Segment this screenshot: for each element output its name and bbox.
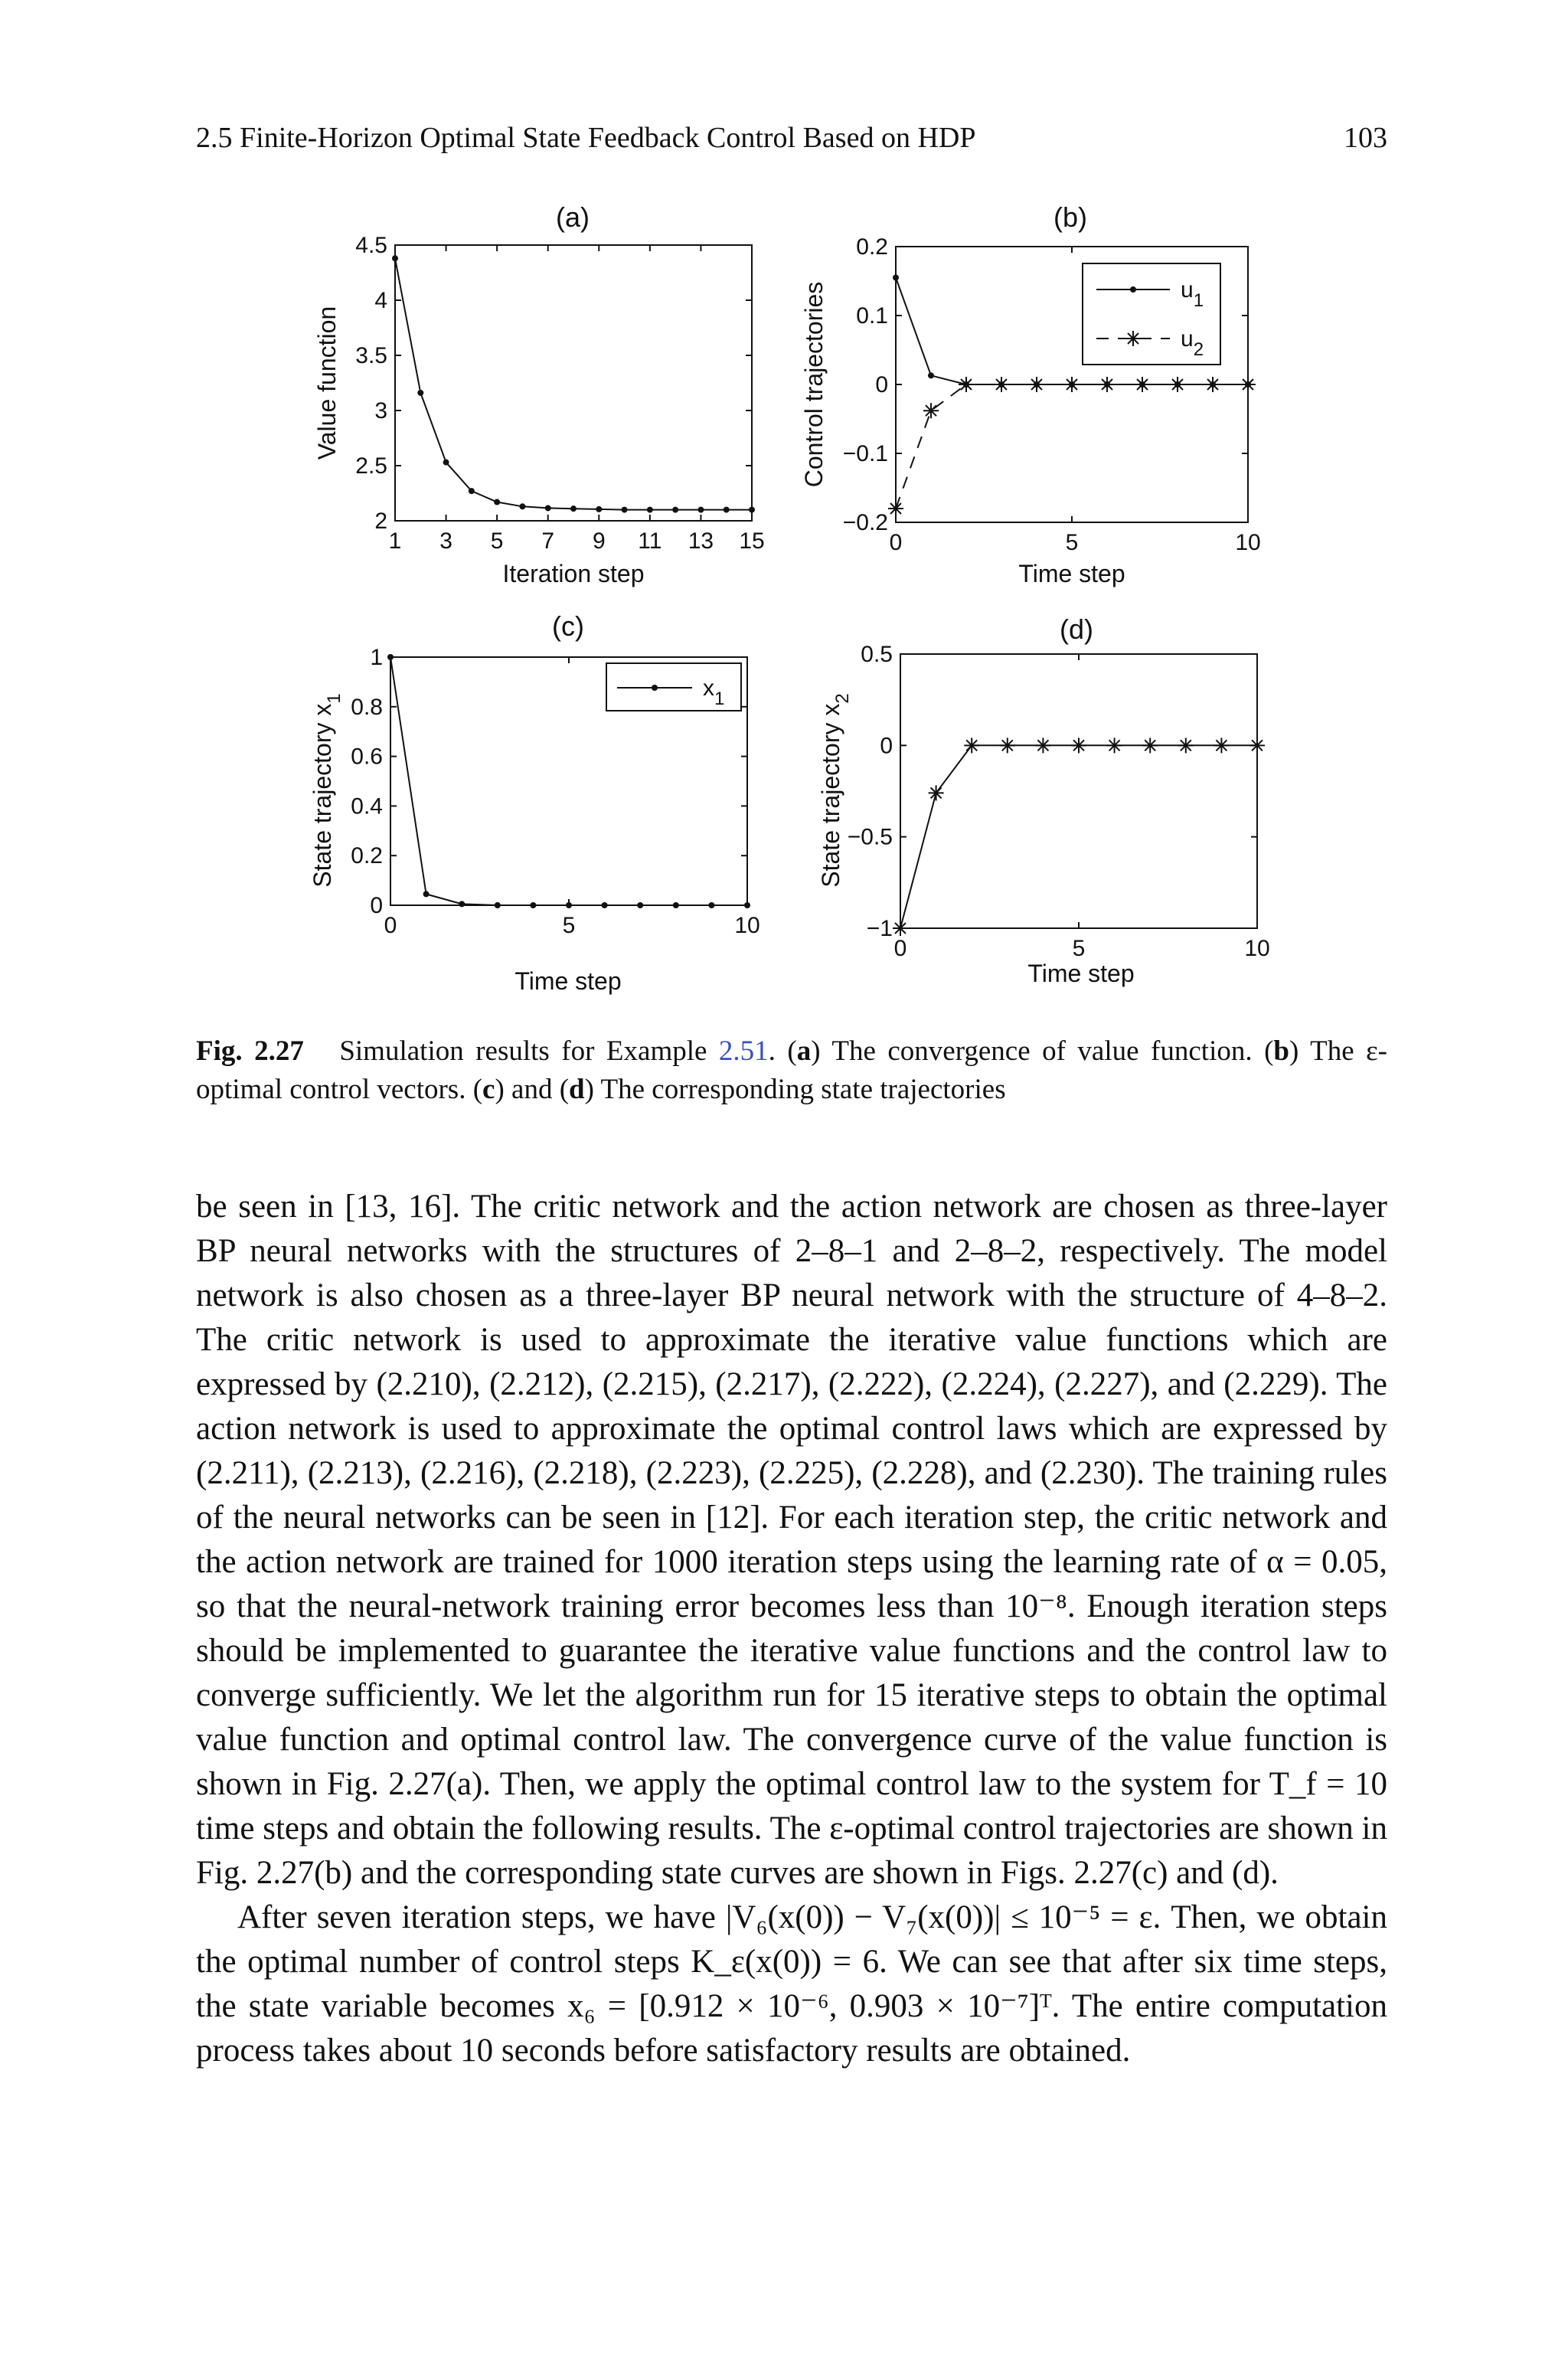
panel-a-xtick-label: 7: [541, 528, 555, 554]
panel-c-ytick-label: 0.8: [351, 694, 383, 720]
panel-d-series-1-point: [1000, 738, 1015, 753]
panel-a-series-1-point: [647, 507, 653, 513]
panel-c-ylabel: State trajectory $x_1$: [309, 693, 345, 888]
panel-b-label: (b): [1054, 201, 1087, 233]
panel-d-ticks: [848, 642, 1270, 961]
paragraph-1: be seen in [13, 16]. The critic network and the action network are chosen as three-layer BP neural networks with the structures of 2–8–1 and 2–8–2, respectively. The model network is also chosen as a three-layer BP neural network with the structure of 4–8–2. The critic network is used to approximate the iterative value functions which are expressed by (2.210), (2.212), (2.215), (2.217), (2.222), (2.224), (2.227), and (2.229). The action network is used to approximate the optimal control laws which are expressed by (2.211), (2.213), (2.216), (2.218), (2.223), (2.225), (2.228), and (2.230). The training rules of the neural networks can be seen in [12]. For each iteration step, the critic network and the action network are trained for 1000 iteration steps using the learning rate of α = 0.05, so that the neural-network training error becomes less than 10⁻⁸. Enough iteration steps should be implemented to guarantee the iterative value functions and the control law to converge sufficiently. We let the algorithm run for 15 iterative steps to obtain the optimal value function and optimal control law. The convergence curve of the value function is shown in Fig. 2.27(a). Then, we apply the optimal control law to the system for T_f = 10 time steps and obtain the following results. The ε-optimal control trajectories are shown in Fig. 2.27(b) and the corresponding state curves are shown in Figs. 2.27(c) and (d).: [196, 1189, 1387, 1891]
panel-a-series-1-point: [417, 390, 423, 396]
panel-b-series-2-point: [1205, 377, 1220, 392]
panel-a-xtick-label: 13: [688, 528, 714, 554]
caption-t3: ) The convergence of value function. (: [811, 1035, 1274, 1067]
panel-d-xtick-label: 10: [1244, 936, 1270, 961]
panel-a-series-1-point: [519, 503, 525, 509]
panel-d-xlabel: Time step: [1027, 960, 1135, 987]
panel-b-series-2-point: [1135, 377, 1150, 392]
panel-a-label: (a): [556, 201, 590, 233]
panel-d-xtick-label: 0: [893, 936, 907, 961]
panel-a-xtick-label: 11: [638, 528, 662, 554]
panel-d-series-1-point: [929, 785, 944, 800]
panel-a-ytick-label: 3: [374, 398, 387, 424]
panel-d-series-1-point: [1107, 738, 1122, 753]
panel-a-series-1-point: [697, 507, 704, 513]
panel-c-series-1-point: [387, 654, 394, 660]
legend-u1-label: $u_1$: [1181, 277, 1204, 311]
figure-2-27: [0, 0, 1568, 1026]
panel-c-ytick-label: 0: [370, 893, 383, 918]
panel-a-series-1-point: [570, 505, 577, 512]
panel-b-xtick-label: 0: [889, 530, 903, 555]
panel-d-series-1-point: [1178, 738, 1194, 753]
caption-c: c: [482, 1074, 495, 1105]
panel-b-series-2-point: [959, 377, 974, 392]
caption-t1: Simulation results for Example: [339, 1035, 719, 1067]
panel-c-series-1-point: [637, 902, 643, 908]
caption-a: a: [796, 1035, 812, 1067]
panel-c-xtick-label: 10: [734, 913, 760, 938]
panel-c-ytick-label: 0.6: [351, 744, 383, 770]
body-text: [196, 1185, 1387, 2073]
panel-b-ytick-label: −0.2: [842, 510, 888, 535]
panel-c-series-1-point: [495, 902, 501, 908]
panel-a-xtick-label: 3: [439, 528, 452, 554]
panel-a-xtick-label: 15: [739, 528, 765, 554]
panel-a-ytick-label: 4.5: [355, 233, 387, 258]
panel-c-ytick-label: 0.2: [351, 843, 383, 869]
panel-c-series-1-point: [423, 891, 430, 897]
panel-a: [313, 201, 765, 587]
panel-d-ytick-label: 0: [880, 733, 893, 759]
panel-b-series-2-point: [1240, 377, 1256, 392]
legend-u2-label: $u_2$: [1181, 326, 1204, 360]
panel-b-xtick-label: 5: [1065, 530, 1079, 555]
panel-d-label: (d): [1060, 613, 1093, 645]
panel-b-series-2-point: [1099, 377, 1115, 392]
panel-d-series-1-point: [1071, 738, 1086, 753]
panel-b-legend: [1083, 263, 1220, 365]
panel-d-xtick-label: 5: [1072, 936, 1086, 961]
panel-a-ylabel: Value function: [313, 306, 341, 460]
panel-a-ytick-label: 3.5: [355, 343, 387, 368]
panel-a-xlabel: Iteration step: [502, 560, 645, 587]
legend-u1-marker: [1130, 286, 1136, 293]
panel-c-xtick-label: 5: [562, 913, 576, 938]
panel-c-ytick-label: 0.4: [351, 793, 383, 819]
panel-c-series-1-point: [530, 902, 536, 908]
panel-d-axes: [900, 654, 1257, 928]
panel-a-xtick-label: 5: [490, 528, 504, 554]
panel-c-xtick-label: 0: [384, 913, 397, 938]
panel-a-series-1-point: [724, 507, 730, 513]
panel-a-ytick-label: 2.5: [355, 453, 387, 479]
panel-a-xtick-label: 1: [388, 528, 402, 554]
panel-d-plot: [893, 738, 1265, 936]
panel-a-series-1-line: [395, 258, 752, 509]
caption-t2: . (: [768, 1035, 797, 1067]
panel-d-series-1-point: [1035, 738, 1050, 753]
legend-u2-marker: [1125, 331, 1141, 346]
panel-b-series-2-line: [896, 384, 1248, 509]
panel-a-series-1-point: [596, 506, 602, 512]
legend-x1-marker: [652, 685, 658, 691]
panel-b-ytick-label: 0: [875, 372, 888, 397]
panel-a-series-1-point: [443, 460, 449, 466]
panel-b-ytick-label: 0.1: [856, 303, 888, 329]
panel-d-ylabel: State trajectory $x_2$: [817, 693, 853, 888]
panel-a-xtick-label: 9: [592, 528, 606, 554]
page-number: 103: [1344, 122, 1387, 154]
caption-t4: ) The ε-optimal control vectors. (: [196, 1035, 1387, 1105]
panel-c-series-1-point: [708, 902, 714, 908]
panel-d-series-1-point: [964, 738, 979, 753]
panel-d-series-1-point: [1250, 738, 1265, 753]
panel-a-plot: [392, 255, 755, 512]
panel-b-ytick-label: 0.2: [856, 234, 888, 260]
panel-a-series-1-point: [469, 488, 475, 494]
panel-c-series-1-point: [602, 902, 608, 908]
example-ref-link[interactable]: 2.51: [718, 1035, 769, 1067]
panel-b-series-2-point: [994, 377, 1009, 392]
panel-a-ticks: [355, 233, 764, 554]
panel-b-series-2-point: [1029, 377, 1044, 392]
caption-d: d: [569, 1074, 585, 1105]
panel-a-ytick-label: 4: [374, 288, 387, 313]
panel-d-series-1-line: [900, 745, 1257, 928]
panel-d-series-1-point: [1214, 738, 1229, 753]
panel-d: [817, 613, 1270, 987]
panel-a-series-1-point: [545, 505, 551, 511]
legend-x1-label: $x_1$: [703, 675, 725, 709]
panel-b-xlabel: Time step: [1018, 560, 1125, 587]
panel-a-series-1-point: [392, 255, 398, 261]
panel-c: [309, 610, 760, 995]
panel-c-series-1-point: [673, 902, 679, 908]
panel-b-series-2-point: [888, 501, 903, 516]
panel-c-series-1-point: [744, 902, 750, 908]
panel-c-series-1-point: [459, 901, 465, 907]
panel-d-series-1-point: [893, 921, 908, 936]
caption-t5: ) and (: [495, 1074, 570, 1105]
panel-d-ytick-label: 0.5: [861, 642, 893, 667]
panel-a-ytick-label: 2: [374, 509, 387, 534]
panel-a-series-1-point: [672, 507, 678, 513]
caption-fig-label: Fig. 2.27: [196, 1035, 304, 1067]
panel-a-axes: [395, 245, 752, 521]
panel-d-ytick-label: −0.5: [847, 824, 893, 850]
panel-b-series-2-point: [1170, 377, 1185, 392]
panel-b-ytick-label: −0.1: [842, 441, 888, 466]
caption-t6: ) The corresponding state trajectories: [584, 1074, 1006, 1105]
panel-b-series-2-point: [1064, 377, 1080, 392]
panel-c-label: (c): [552, 610, 584, 642]
panel-b-series-1-point: [893, 275, 899, 281]
paragraph-2: After seven iteration steps, we have |V₆(x(0)) − V₇(x(0))| ≤ 10⁻⁵ = ε. Then, we obtain the optimal number of control steps K_ε(x(0)) = 6. We can see that after six time steps, the state variable becomes x₆ = [0.912 × 10⁻⁶, 0.903 × 10⁻⁷]ᵀ. The entire computation process takes about 10 seconds before satisfactory results are obtained.: [196, 1899, 1387, 2069]
panel-b-series-2-point: [923, 403, 939, 418]
panel-a-series-1-point: [749, 507, 755, 513]
section-title: 2.5 Finite-Horizon Optimal State Feedback Control Based on HDP: [196, 122, 976, 154]
caption-b: b: [1273, 1035, 1289, 1067]
panel-a-series-1-point: [494, 499, 500, 505]
panel-c-legend: [606, 663, 741, 711]
panel-b: [800, 201, 1261, 587]
panel-b-series-1-point: [928, 372, 934, 378]
panel-c-xlabel: Time step: [514, 967, 622, 995]
panel-b-ylabel: Control trajectories: [800, 281, 828, 488]
panel-b-xtick-label: 10: [1235, 530, 1261, 555]
panel-c-ytick-label: 1: [370, 645, 383, 670]
panel-c-series-1-point: [566, 902, 572, 908]
figure-caption: [196, 1032, 1387, 1109]
panel-d-ytick-label: −1: [866, 916, 893, 941]
panel-d-series-1-point: [1142, 738, 1158, 753]
panel-a-series-1-point: [622, 507, 628, 513]
